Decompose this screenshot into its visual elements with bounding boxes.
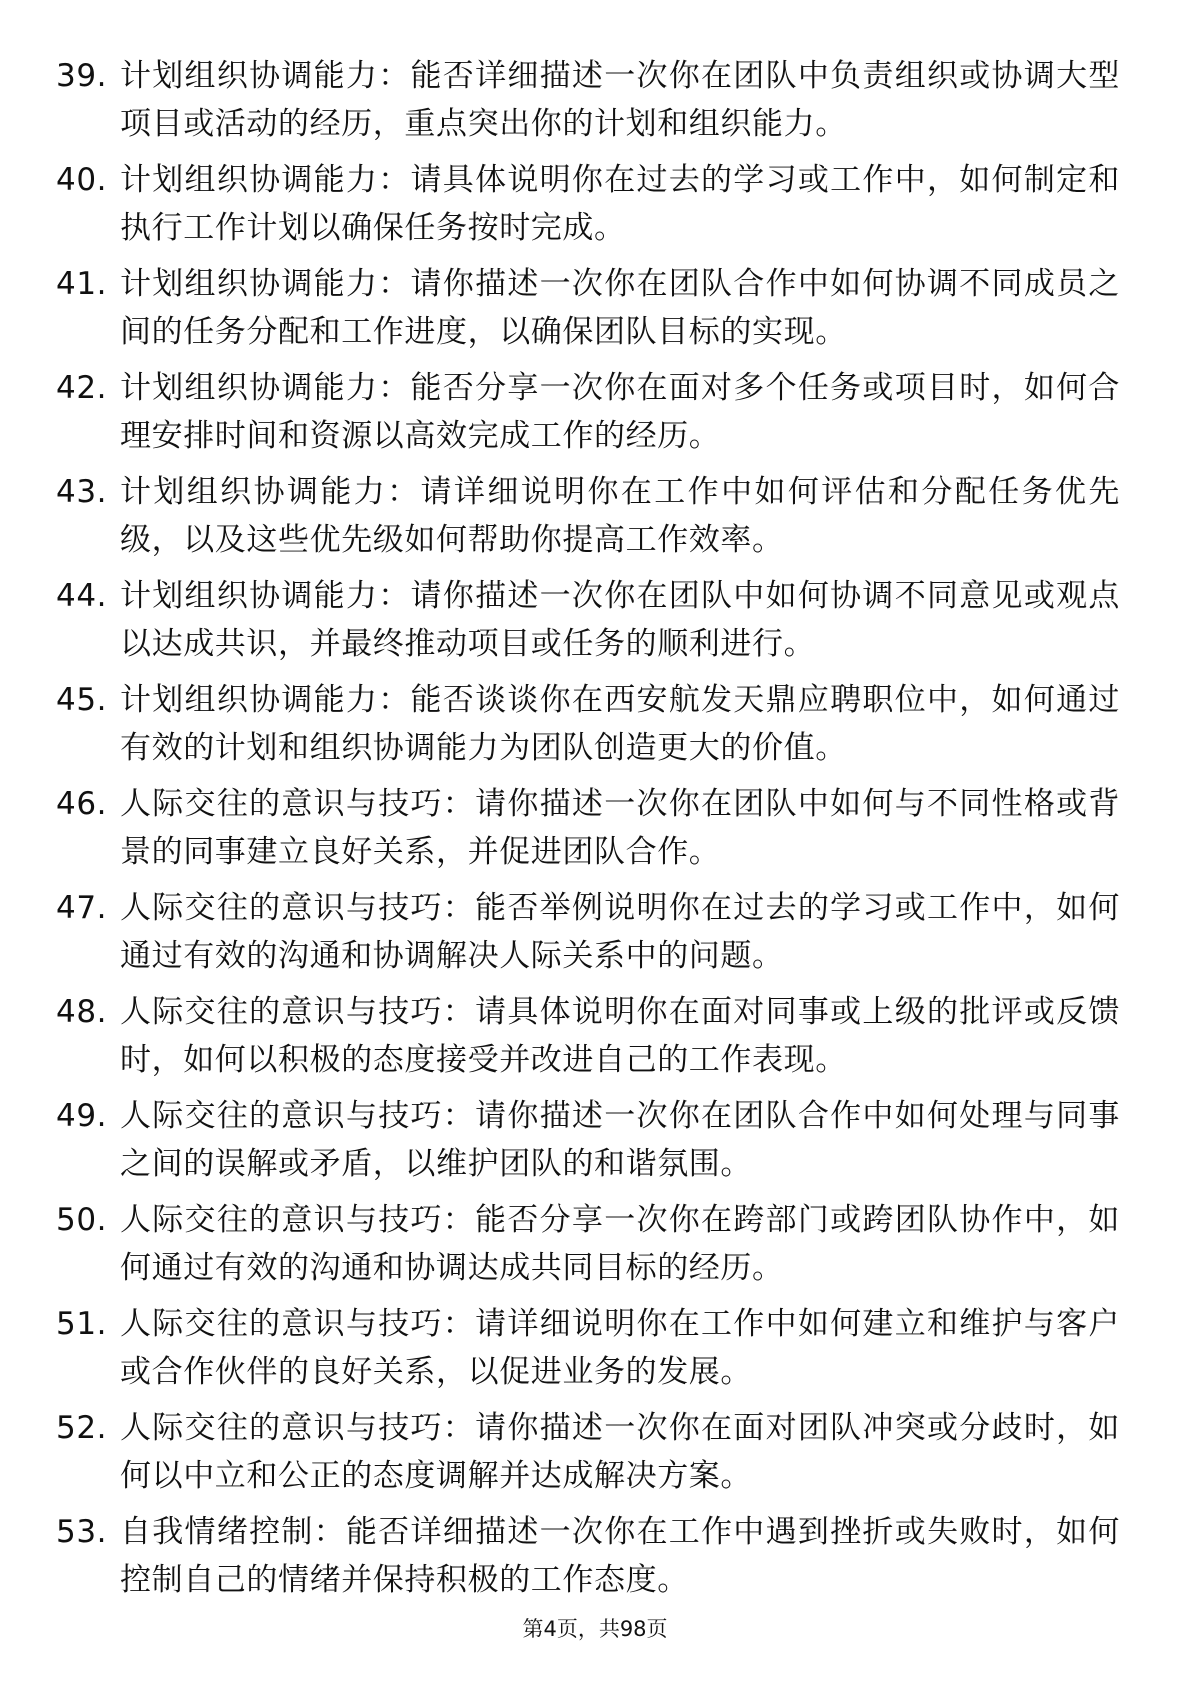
question-text: 计划组织协调能力：请具体说明你在过去的学习或工作中，如何制定和执行工作计划以确保任务按时完成。 [120, 162, 1120, 246]
question-number: 53. [56, 1514, 108, 1550]
question-text: 计划组织协调能力：请详细说明你在工作中如何评估和分配任务优先级，以及这些优先级如何帮助你提高工作效率。 [120, 474, 1120, 558]
question-text: 计划组织协调能力：能否分享一次你在面对多个任务或项目时，如何合理安排时间和资源以高效完成工作的经历。 [120, 370, 1120, 454]
question-item [56, 988, 1136, 1092]
question-number: 49. [56, 1098, 108, 1134]
question-text: 人际交往的意识与技巧：能否分享一次你在跨部门或跨团队协作中，如何通过有效的沟通和协调达成共同目标的经历。 [120, 1202, 1120, 1286]
question-text: 人际交往的意识与技巧：能否举例说明你在过去的学习或工作中，如何通过有效的沟通和协调解决人际关系中的问题。 [120, 890, 1120, 974]
question-item [56, 1300, 1136, 1404]
question-number: 47. [56, 890, 108, 926]
question-number: 46. [56, 786, 108, 822]
question-text: 人际交往的意识与技巧：请详细说明你在工作中如何建立和维护与客户或合作伙伴的良好关系，以促进业务的发展。 [120, 1306, 1120, 1390]
question-number: 51. [56, 1306, 108, 1342]
question-text: 人际交往的意识与技巧：请你描述一次你在团队中如何与不同性格或背景的同事建立良好关系，并促进团队合作。 [120, 786, 1120, 870]
question-item [56, 260, 1136, 364]
question-item [56, 468, 1136, 572]
question-item [56, 1196, 1136, 1300]
question-item [56, 1508, 1136, 1612]
question-number: 40. [56, 162, 108, 198]
question-item [56, 156, 1136, 260]
question-text: 计划组织协调能力：能否谈谈你在西安航发天鼎应聘职位中，如何通过有效的计划和组织协调能力为团队创造更大的价值。 [120, 682, 1120, 766]
question-text: 计划组织协调能力：请你描述一次你在团队合作中如何协调不同成员之间的任务分配和工作进度，以确保团队目标的实现。 [120, 266, 1120, 350]
question-number: 42. [56, 370, 108, 406]
question-item [56, 52, 1136, 156]
question-item [56, 780, 1136, 884]
question-text: 人际交往的意识与技巧：请具体说明你在面对同事或上级的批评或反馈时，如何以积极的态度接受并改进自己的工作表现。 [120, 994, 1120, 1078]
question-text: 计划组织协调能力：请你描述一次你在团队中如何协调不同意见或观点以达成共识，并最终推动项目或任务的顺利进行。 [120, 578, 1120, 662]
question-text: 人际交往的意识与技巧：请你描述一次你在面对团队冲突或分歧时，如何以中立和公正的态度调解并达成解决方案。 [120, 1410, 1120, 1494]
question-list [56, 52, 1136, 1612]
question-item [56, 884, 1136, 988]
question-number: 44. [56, 578, 108, 614]
question-text: 自我情绪控制：能否详细描述一次你在工作中遇到挫折或失败时，如何控制自己的情绪并保持积极的工作态度。 [120, 1514, 1120, 1598]
question-item [56, 572, 1136, 676]
question-number: 48. [56, 994, 108, 1030]
question-number: 50. [56, 1202, 108, 1238]
question-number: 52. [56, 1410, 108, 1446]
question-item [56, 1092, 1136, 1196]
question-item [56, 1404, 1136, 1508]
question-number: 45. [56, 682, 108, 718]
question-item [56, 364, 1136, 468]
question-number: 39. [56, 58, 108, 94]
question-text: 计划组织协调能力：能否详细描述一次你在团队中负责组织或协调大型项目或活动的经历，重点突出你的计划和组织能力。 [120, 58, 1120, 142]
question-item [56, 676, 1136, 780]
question-number: 43. [56, 474, 108, 510]
question-text: 人际交往的意识与技巧：请你描述一次你在团队合作中如何处理与同事之间的误解或矛盾，以维护团队的和谐氛围。 [120, 1098, 1120, 1182]
page-footer: 第4页，共98页 [522, 1617, 668, 1641]
question-number: 41. [56, 266, 108, 302]
